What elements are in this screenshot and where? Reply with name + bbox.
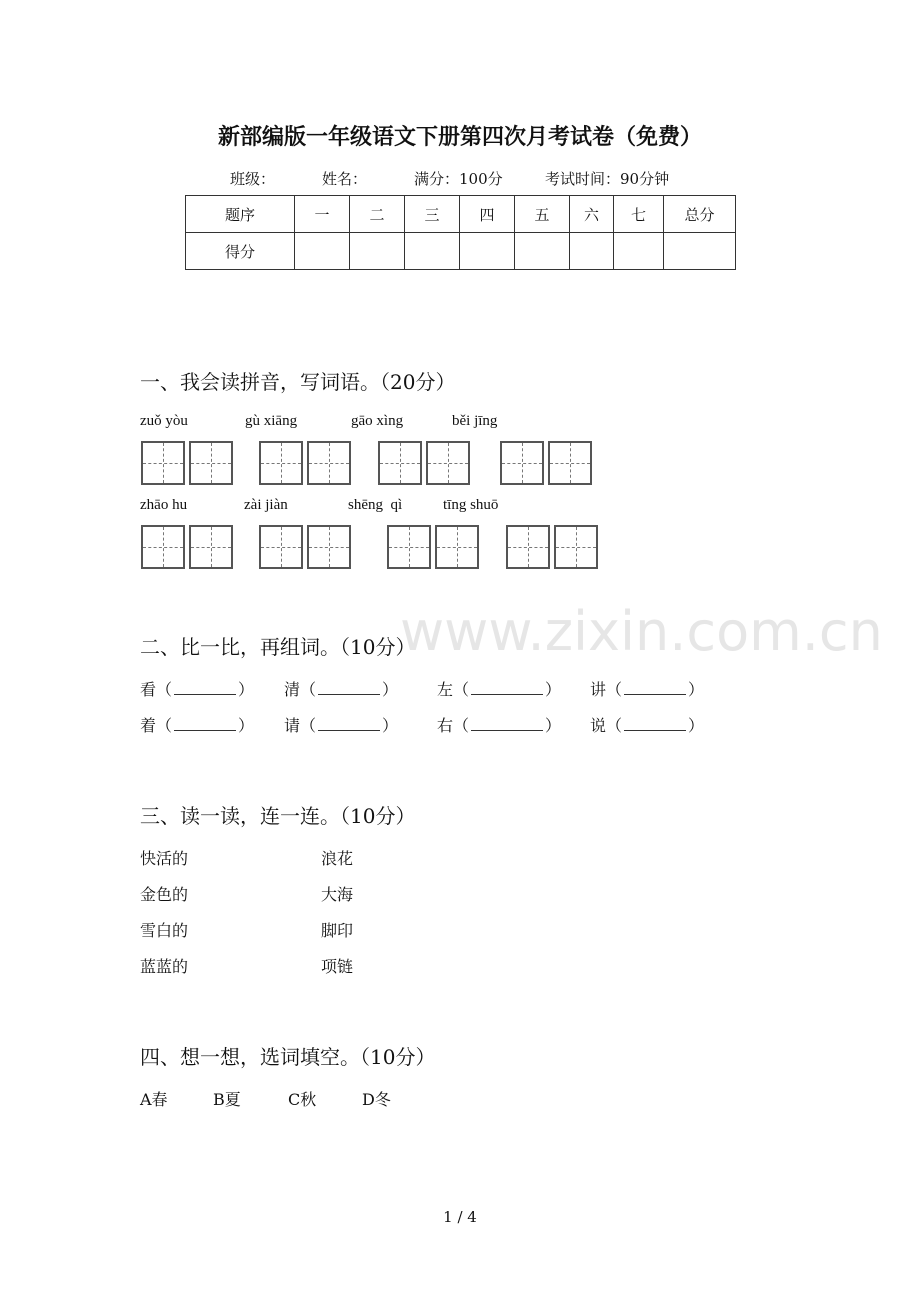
score-table-header-cell: 一 (295, 196, 350, 233)
writing-box[interactable] (307, 441, 351, 485)
pinyin-label: gāo xìng (351, 413, 404, 429)
score-table-header-cell: 四 (460, 196, 515, 233)
score-cell[interactable] (664, 233, 736, 270)
answer-blank[interactable] (624, 678, 686, 695)
open-paren: （ (156, 716, 173, 735)
compare-item (590, 677, 704, 700)
compare-char: 讲 (590, 680, 607, 699)
close-paren: ） (545, 716, 562, 735)
answer-blank[interactable] (624, 714, 686, 731)
close-paren: ） (238, 716, 255, 735)
close-paren: ） (238, 680, 255, 699)
compare-char: 左 (437, 680, 454, 699)
answer-blank[interactable] (471, 678, 543, 695)
writing-box[interactable] (435, 525, 479, 569)
match-right-item[interactable]: 脚印 (321, 921, 354, 940)
option-item: A春 (140, 1090, 168, 1109)
answer-blank[interactable] (471, 714, 543, 731)
writing-box[interactable] (189, 441, 233, 485)
pinyin-label: zuǒ yòu (140, 413, 188, 429)
compare-item (140, 677, 254, 700)
exam-time: 考试时间：90分钟 (545, 170, 670, 188)
close-paren: ） (688, 680, 705, 699)
option-item: B夏 (213, 1090, 241, 1109)
compare-item (284, 713, 398, 736)
match-left-item[interactable]: 蓝蓝的 (140, 957, 189, 976)
answer-blank[interactable] (318, 714, 380, 731)
score-table-header-cell: 二 (350, 196, 405, 233)
class-label: 班级： (230, 170, 276, 188)
score-table (185, 195, 736, 270)
match-right-item[interactable]: 项链 (321, 957, 354, 976)
score-cell[interactable] (515, 233, 570, 270)
writing-box[interactable] (387, 525, 431, 569)
score-table-header-cell: 七 (614, 196, 664, 233)
full-score: 满分：100分 (414, 170, 503, 188)
watermark: www.zixin.com.cn (400, 600, 883, 663)
open-paren: （ (300, 716, 317, 735)
match-right-item[interactable]: 大海 (321, 885, 354, 904)
writing-box[interactable] (548, 441, 592, 485)
open-paren: （ (300, 680, 317, 699)
writing-box[interactable] (259, 525, 303, 569)
score-table-header-cell: 三 (405, 196, 460, 233)
pinyin-label: zài jiàn (244, 497, 288, 513)
compare-char: 着 (140, 716, 157, 735)
pinyin-label: shēng qì (348, 497, 403, 513)
score-cell[interactable] (614, 233, 664, 270)
section2-heading: 二、比一比，再组词。（10分） (140, 635, 416, 659)
score-table-header-cell: 题序 (186, 196, 295, 233)
writing-box[interactable] (426, 441, 470, 485)
compare-char: 看 (140, 680, 157, 699)
name-label: 姓名： (322, 170, 368, 188)
section3-heading: 三、读一读，连一连。（10分） (140, 804, 416, 828)
compare-char: 清 (284, 680, 301, 699)
writing-box[interactable] (189, 525, 233, 569)
compare-char: 说 (590, 716, 607, 735)
open-paren: （ (156, 680, 173, 699)
close-paren: ） (382, 716, 399, 735)
compare-item (437, 713, 561, 736)
pinyin-label: tīng shuō (443, 497, 499, 513)
open-paren: （ (453, 716, 470, 735)
score-cell[interactable] (295, 233, 350, 270)
writing-box[interactable] (307, 525, 351, 569)
match-right-item[interactable]: 浪花 (321, 849, 354, 868)
option-item: C秋 (288, 1090, 317, 1109)
score-row-label: 得分 (186, 233, 295, 270)
match-left-item[interactable]: 雪白的 (140, 921, 189, 940)
writing-box[interactable] (378, 441, 422, 485)
writing-box[interactable] (141, 525, 185, 569)
compare-item (437, 677, 561, 700)
writing-box[interactable] (141, 441, 185, 485)
score-table-header-row (186, 196, 736, 233)
match-left-item[interactable]: 金色的 (140, 885, 189, 904)
open-paren: （ (453, 680, 470, 699)
close-paren: ） (545, 680, 562, 699)
compare-item (140, 713, 254, 736)
score-table-header-cell: 六 (570, 196, 614, 233)
answer-blank[interactable] (318, 678, 380, 695)
option-item: D冬 (362, 1090, 391, 1109)
compare-char: 右 (437, 716, 454, 735)
answer-blank[interactable] (174, 678, 236, 695)
close-paren: ） (688, 716, 705, 735)
section4-heading: 四、想一想，选词填空。（10分） (140, 1045, 436, 1069)
score-cell[interactable] (405, 233, 460, 270)
close-paren: ） (382, 680, 399, 699)
score-cell[interactable] (570, 233, 614, 270)
open-paren: （ (606, 680, 623, 699)
pinyin-label: zhāo hu (140, 497, 188, 513)
page-title: 新部编版一年级语文下册第四次月考试卷（免费） (217, 124, 702, 150)
score-cell[interactable] (350, 233, 405, 270)
compare-item (284, 677, 398, 700)
pinyin-label: běi jīng (452, 413, 498, 429)
score-table-header-cell: 总分 (664, 196, 736, 233)
open-paren: （ (606, 716, 623, 735)
writing-box[interactable] (506, 525, 550, 569)
score-cell[interactable] (460, 233, 515, 270)
compare-item (590, 713, 704, 736)
compare-char: 请 (284, 716, 301, 735)
writing-box[interactable] (554, 525, 598, 569)
score-table-score-row (186, 233, 736, 270)
section1-heading: 一、我会读拼音，写词语。（20分） (140, 370, 456, 394)
answer-blank[interactable] (174, 714, 236, 731)
score-table-header-cell: 五 (515, 196, 570, 233)
writing-box[interactable] (259, 441, 303, 485)
match-left-item[interactable]: 快活的 (140, 849, 189, 868)
pinyin-label: gù xiāng (245, 413, 298, 429)
page-number: 1 / 4 (443, 1208, 477, 1226)
writing-box[interactable] (500, 441, 544, 485)
